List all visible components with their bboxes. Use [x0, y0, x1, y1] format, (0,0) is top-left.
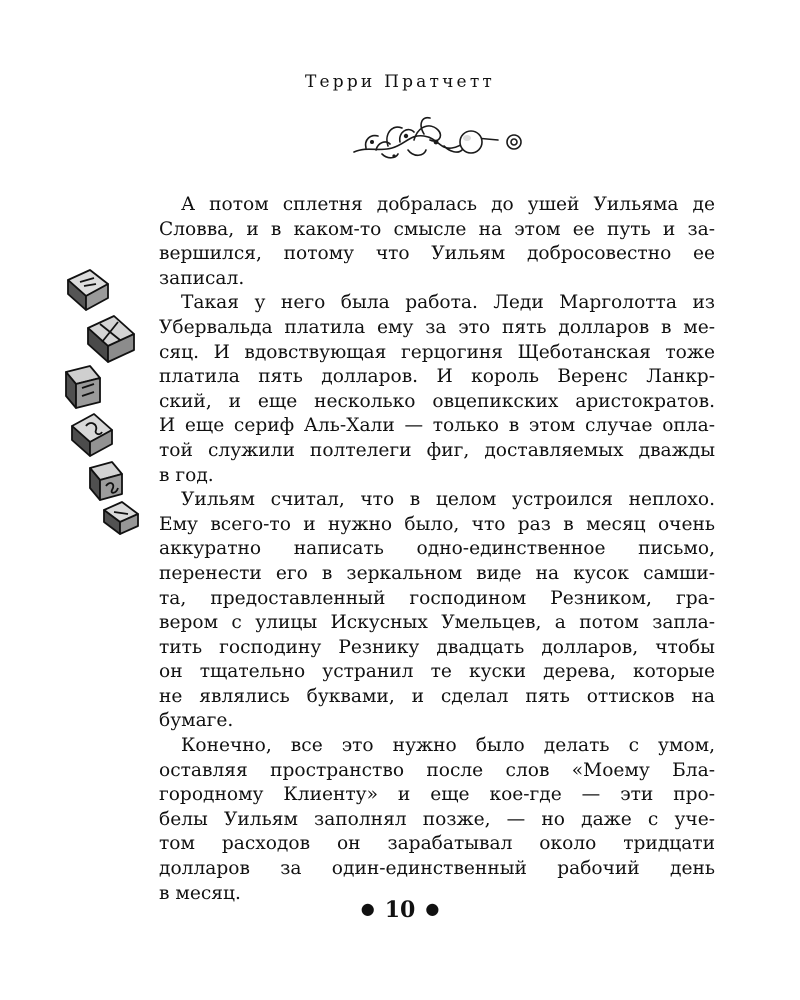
text-line: оставляя пространство после слов «Моему Бла-	[159, 759, 715, 781]
text-line: записал.	[159, 267, 245, 289]
text-line: платила пять долларов. И король Веренс Ланкр-	[159, 366, 715, 388]
text-line: А потом сплетня добралась до ушей Уильяма де	[181, 194, 715, 215]
text-line: вершился, потому что Уильям добросовестно ее	[159, 243, 715, 265]
paragraph	[159, 734, 715, 906]
text-line: городному Клиенту» и еще кое-где — эти про-	[159, 784, 715, 806]
text-line: Конечно, все это нужно было делать с умом,	[181, 735, 715, 757]
text-line: та, предоставленный господином Резником, гра-	[159, 587, 715, 609]
text-line: Уильям считал, что в целом устроился неплохо.	[181, 489, 715, 511]
text-line: в год.	[159, 464, 214, 486]
text-line: долларов за один-единственный рабочий день	[159, 858, 715, 880]
text-line: Словва, и в каком-то смысле на этом ее путь и за-	[159, 218, 715, 240]
text-line: он тщательно устранил те куски дерева, которые	[159, 661, 715, 683]
paragraph	[159, 291, 715, 488]
text-line: тить господину Резнику двадцать долларов, чтобы	[159, 636, 715, 658]
text-line: том расходов он зарабатывал около тридцати	[159, 833, 715, 855]
body-text	[159, 193, 715, 906]
page-number-value: 10	[384, 897, 416, 923]
text-line: той служили полтелеги фиг, доставляемых дважды	[159, 439, 715, 461]
text-line: ский, и еще несколько овцепикских аристократов.	[159, 390, 715, 412]
bullet-icon: ●	[360, 899, 375, 918]
printing-blocks-icon	[60, 262, 150, 542]
paragraph	[159, 193, 715, 291]
text-line: сяц. И вдовствующая герцогиня Щеботанская тоже	[159, 341, 715, 363]
floral-ornament-icon	[348, 112, 528, 168]
text-line: не являлись буквами, и сделал пять оттисков на	[159, 685, 715, 707]
text-line: аккуратно написать одно-единственное письмо,	[159, 538, 715, 560]
bullet-icon: ●	[425, 899, 440, 918]
text-line: Такая у него была работа. Леди Марголотта из	[181, 292, 715, 314]
page-number	[0, 897, 800, 923]
paragraph	[159, 488, 715, 734]
text-line: Убервальда платила ему за это пять долларов в ме-	[159, 316, 715, 338]
text-line: вером с улицы Искусных Умельцев, а потом запла-	[159, 612, 715, 634]
text-line: Ему всего-то и нужно было, что раз в месяц очень	[159, 513, 715, 535]
text-line: перенести его в зеркальном виде на кусок самши-	[159, 562, 715, 584]
text-line: в месяц.	[159, 882, 241, 904]
text-line: белы Уильям заполнял позже, — но даже с уче-	[159, 808, 715, 830]
text-line: бумаге.	[159, 710, 234, 732]
text-line: И еще сериф Аль-Хали — только в этом случае опла-	[159, 415, 715, 437]
running-header: Терри Пратчетт	[304, 72, 496, 92]
